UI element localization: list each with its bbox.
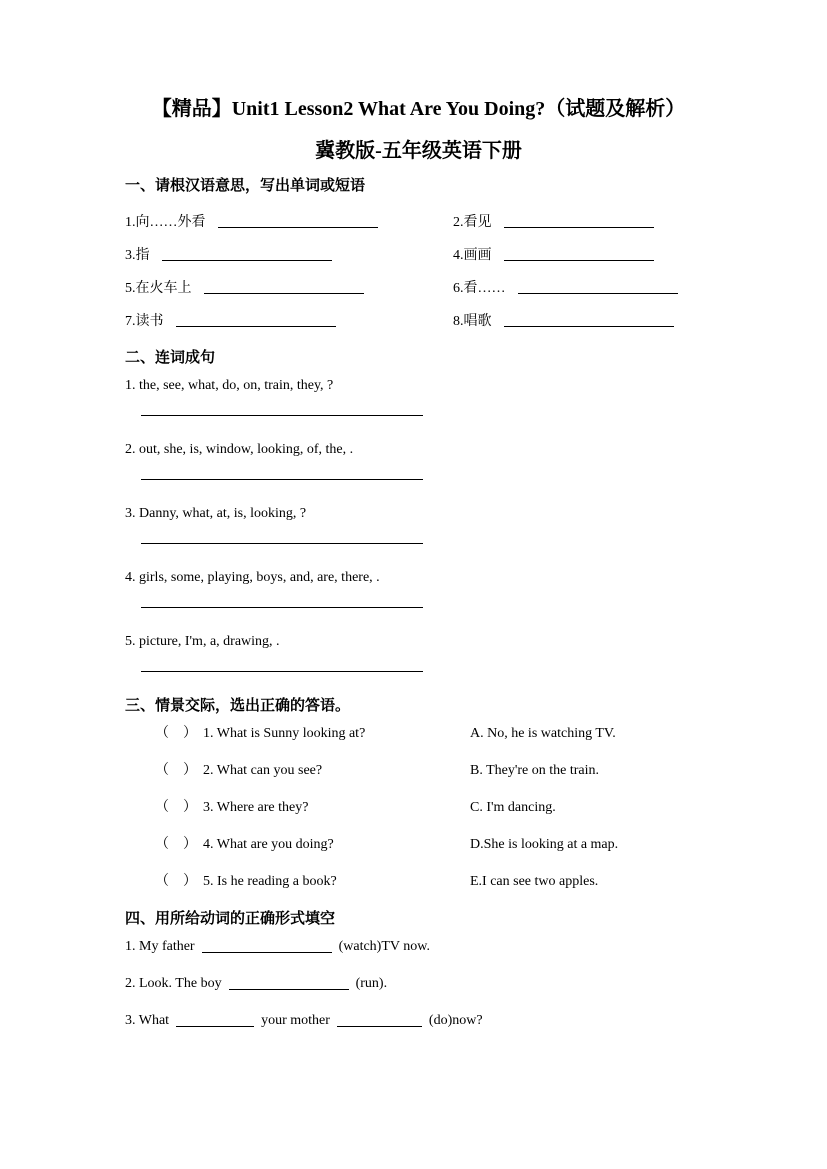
matching-question: 5. Is he reading a book? <box>203 874 337 889</box>
sentence-part: 3. What <box>125 1013 170 1028</box>
answer-blank[interactable] <box>229 976 349 990</box>
answer-blank[interactable] <box>202 939 332 953</box>
matching-question-cell <box>155 835 470 855</box>
matching-question-cell <box>155 761 470 781</box>
fill-in-label: 3.指 <box>125 247 150 263</box>
section3-matching-list <box>125 724 712 892</box>
sentence-part: (watch)TV now. <box>338 939 430 954</box>
sentence-part: 1. My father <box>125 939 195 954</box>
answer-blank[interactable] <box>204 280 364 294</box>
fill-in-label: 8.唱歌 <box>453 313 492 329</box>
section2-sentence-list <box>125 376 712 672</box>
sentence-item-2 <box>125 440 712 480</box>
fill-in-item-3 <box>125 237 453 270</box>
matching-answer: C. I'm dancing. <box>470 800 556 815</box>
sentence-item-1 <box>125 376 712 416</box>
section3-heading: 三、情景交际，选出正确的答语。 <box>125 698 351 714</box>
section1-heading: 一、请根汉语意思，写出单词或短语 <box>125 178 366 194</box>
fill-in-label: 5.在火车上 <box>125 280 192 296</box>
answer-bracket[interactable]: （ ） <box>155 726 197 741</box>
answer-blank[interactable] <box>504 214 654 228</box>
answer-blank[interactable] <box>162 247 332 261</box>
sentence-part: 2. Look. The boy <box>125 976 222 991</box>
answer-blank[interactable] <box>337 1013 422 1027</box>
answer-blank[interactable] <box>518 280 678 294</box>
matching-row-5 <box>155 872 712 892</box>
matching-row-1 <box>155 724 712 744</box>
answer-bracket[interactable]: （ ） <box>155 763 197 778</box>
matching-question: 1. What is Sunny looking at? <box>203 726 366 741</box>
matching-question: 3. Where are they? <box>203 800 309 815</box>
fill-in-label: 2.看见 <box>453 214 492 230</box>
fill-in-item-2 <box>453 204 712 237</box>
scrambled-sentence: 3. Danny, what, at, is, looking, ? <box>125 506 307 521</box>
answer-line[interactable] <box>141 543 423 544</box>
answer-line[interactable] <box>141 607 423 608</box>
fill-in-label: 7.读书 <box>125 313 164 329</box>
matching-question-cell <box>155 798 470 818</box>
verb-fill-row-3 <box>125 1011 712 1031</box>
answer-line[interactable] <box>141 479 423 480</box>
fill-in-item-7 <box>125 303 453 336</box>
sentence-part: your mother <box>261 1013 330 1028</box>
matching-question-cell <box>155 872 470 892</box>
sentence-part: (do)now? <box>428 1013 483 1028</box>
matching-answer: B. They're on the train. <box>470 763 600 778</box>
answer-blank[interactable] <box>176 1013 254 1027</box>
fill-in-label: 1.向……外看 <box>125 214 206 230</box>
fill-in-item-5 <box>125 270 453 303</box>
matching-row-3 <box>155 798 712 818</box>
section1-fill-in-list <box>125 204 712 336</box>
matching-row-2 <box>155 761 712 781</box>
scrambled-sentence: 1. the, see, what, do, on, train, they, ? <box>125 378 334 393</box>
verb-fill-row-1 <box>125 937 712 957</box>
fill-in-item-6 <box>453 270 712 303</box>
answer-bracket[interactable]: （ ） <box>155 874 197 889</box>
page-title: 【精品】Unit1 Lesson2 What Are You Doing?（试题及解析） <box>151 98 686 120</box>
verb-fill-row-2 <box>125 974 712 994</box>
matching-row-4 <box>155 835 712 855</box>
fill-in-item-1 <box>125 204 453 237</box>
answer-line[interactable] <box>141 671 423 672</box>
answer-blank[interactable] <box>176 313 336 327</box>
fill-in-item-4 <box>453 237 712 270</box>
section4-verb-list <box>125 937 712 1031</box>
matching-answer: A. No, he is watching TV. <box>470 726 616 741</box>
section2-heading: 二、连词成句 <box>125 350 216 366</box>
page-subtitle: 冀教版-五年级英语下册 <box>315 140 522 162</box>
answer-bracket[interactable]: （ ） <box>155 800 197 815</box>
answer-blank[interactable] <box>218 214 378 228</box>
matching-question: 2. What can you see? <box>203 763 323 778</box>
sentence-part: (run). <box>355 976 388 991</box>
answer-bracket[interactable]: （ ） <box>155 837 197 852</box>
scrambled-sentence: 4. girls, some, playing, boys, and, are, there, . <box>125 570 380 585</box>
fill-in-item-8 <box>453 303 712 336</box>
answer-blank[interactable] <box>504 247 654 261</box>
matching-answer: E.I can see two apples. <box>470 874 599 889</box>
fill-in-label: 6.看…… <box>453 280 506 296</box>
scrambled-sentence: 2. out, she, is, window, looking, of, the, . <box>125 442 354 457</box>
fill-in-label: 4.画画 <box>453 247 492 263</box>
sentence-item-4 <box>125 568 712 608</box>
scrambled-sentence: 5. picture, I'm, a, drawing, . <box>125 634 280 649</box>
answer-blank[interactable] <box>504 313 674 327</box>
matching-question: 4. What are you doing? <box>203 837 334 852</box>
answer-line[interactable] <box>141 415 423 416</box>
sentence-item-5 <box>125 632 712 672</box>
matching-question-cell <box>155 724 470 744</box>
sentence-item-3 <box>125 504 712 544</box>
section4-heading: 四、用所给动词的正确形式填空 <box>125 911 336 927</box>
matching-answer: D.She is looking at a map. <box>470 837 619 852</box>
